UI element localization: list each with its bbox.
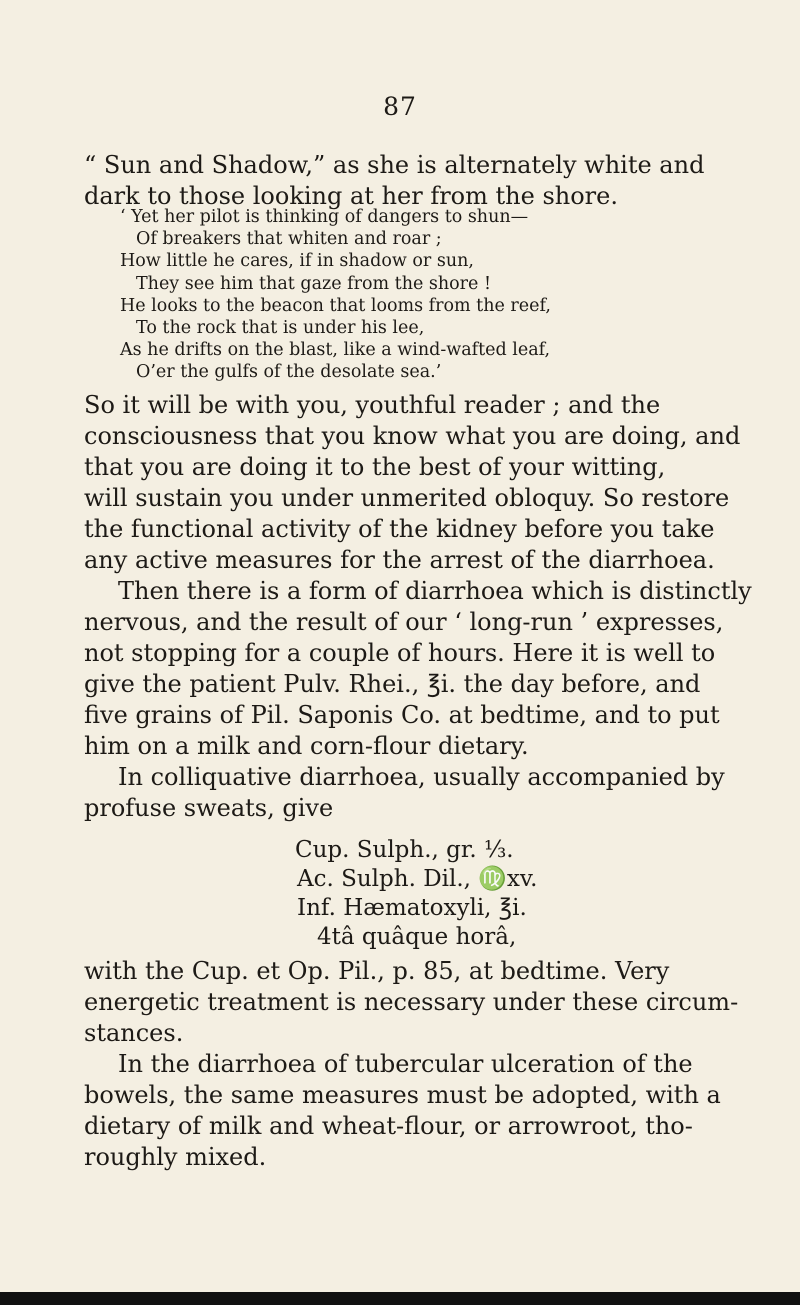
closing-line: stances. [84, 1019, 184, 1047]
poem-line: They see him that gaze from the shore ! [136, 273, 491, 294]
body-line: five grains of Pil. Saponis Co. at bedtime, and to put [84, 701, 720, 729]
body-line: any active measures for the arrest of the diarrhoea. [84, 546, 715, 574]
body-line: nervous, and the result of our ‘ long-run ’ expresses, [84, 608, 724, 636]
poem-line: How little he cares, if in shadow or sun, [120, 251, 474, 272]
poem-line: As he drifts on the blast, like a wind-wafted leaf, [120, 340, 551, 361]
body-line: In colliquative diarrhoea, usually accompanied by [118, 763, 725, 791]
body-line: consciousness that you know what you are doing, and [84, 422, 741, 450]
body-line: So it will be with you, youthful reader ; and the [84, 391, 661, 419]
prescription-line: Inf. Hæmatoxyli, ℥i. [297, 895, 527, 921]
closing-line: roughly mixed. [84, 1143, 267, 1171]
poem-line: To the rock that is under his lee, [136, 318, 425, 339]
intro-line: dark to those looking at her from the shore. [84, 182, 618, 210]
prescription-line: 4tâ quâque horâ, [317, 924, 517, 950]
prescription-line: Ac. Sulph. Dil., ♍xv. [297, 866, 538, 892]
closing-line: bowels, the same measures must be adopted, with a [84, 1081, 721, 1109]
poem-line: ‘ Yet her pilot is thinking of dangers to shun— [120, 207, 529, 227]
closing-paragraph [84, 956, 739, 1173]
body-line: Then there is a form of diarrhoea which is distinctly [118, 577, 752, 605]
poem-line: Of breakers that whiten and roar ; [136, 229, 442, 250]
prescription-line: Cup. Sulph., gr. ⅓. [295, 837, 514, 863]
poem-line: He looks to the beacon that looms from the reef, [120, 295, 551, 316]
body-line: profuse sweats, give [84, 794, 334, 822]
poem-line: O’er the gulfs of the desolate sea.’ [136, 362, 442, 383]
body-paragraph [84, 390, 752, 824]
body-line: that you are doing it to the best of your witting, [84, 453, 666, 481]
body-line: will sustain you under unmerited obloquy. So restore [84, 484, 730, 512]
page-number: 87 [383, 92, 417, 121]
body-line: give the patient Pulv. Rhei., ℥i. the day before, and [84, 670, 701, 698]
closing-line: dietary of milk and wheat-flour, or arrowroot, tho- [84, 1112, 693, 1140]
intro-paragraph [84, 150, 704, 212]
closing-line: energetic treatment is necessary under these circum- [84, 988, 739, 1016]
poem-quote [120, 206, 680, 384]
body-line: the functional activity of the kidney before you take [84, 515, 715, 543]
closing-line: In the diarrhoea of tubercular ulceration of the [118, 1050, 693, 1078]
body-line: not stopping for a couple of hours. Here it is well to [84, 639, 716, 667]
intro-line: “ Sun and Shadow,” as she is alternately white and [84, 151, 705, 179]
page-bottom-edge [0, 1292, 800, 1305]
body-line: him on a milk and corn-flour dietary. [84, 732, 529, 760]
prescription [295, 836, 675, 952]
closing-line: with the Cup. et Op. Pil., p. 85, at bedtime. Very [84, 957, 670, 985]
